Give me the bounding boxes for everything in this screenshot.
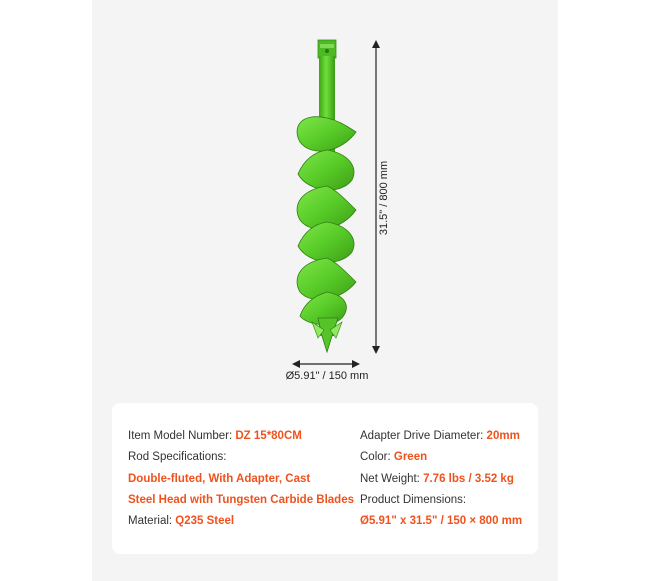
rod-spec-value-text-2: Steel Head with Tungsten Carbide Blades (128, 494, 354, 506)
dimensions-value: Ø5.91" x 31.5" / 150 × 800 mm (360, 515, 523, 527)
item-model-label: Item Model Number: (128, 430, 236, 442)
material-row (128, 514, 234, 528)
auger-illustration (92, 0, 558, 400)
adapter-label: Adapter Drive Diameter: (360, 430, 487, 442)
rod-spec-label: Rod Specifications: (128, 451, 227, 463)
weight-row (360, 472, 514, 486)
diameter-dimension-label: Ø5.91" / 150 mm (285, 370, 369, 382)
material-value: Q235 Steel (175, 515, 235, 527)
color-label: Color: (360, 451, 394, 463)
rod-spec-value-text-1: Double-fluted, With Adapter, Cast (128, 473, 311, 485)
item-model-row (128, 429, 302, 443)
rod-spec-label-row (128, 450, 226, 464)
dimensions-label-row (360, 493, 466, 507)
color-row (360, 450, 427, 464)
adapter-value: 20mm (486, 430, 520, 442)
item-model-value: DZ 15*80CM (235, 430, 302, 442)
dimensions-value-row (360, 514, 522, 528)
weight-value: 7.76 lbs / 3.52 kg (423, 473, 514, 485)
color-value: Green (393, 451, 428, 463)
adapter-row (360, 429, 520, 443)
diameter-dimension-arrow (292, 360, 360, 368)
rod-spec-value-line2 (128, 493, 354, 507)
rod-spec-value-line1 (128, 472, 310, 486)
material-label: Material: (128, 515, 176, 527)
specifications-card (112, 403, 538, 554)
adapter-top (318, 40, 336, 58)
weight-label: Net Weight: (360, 473, 424, 485)
auger-flights (297, 117, 356, 325)
height-dimension-label: 31.5" / 800 mm (378, 160, 390, 236)
dimensions-label: Product Dimensions: (360, 494, 467, 506)
